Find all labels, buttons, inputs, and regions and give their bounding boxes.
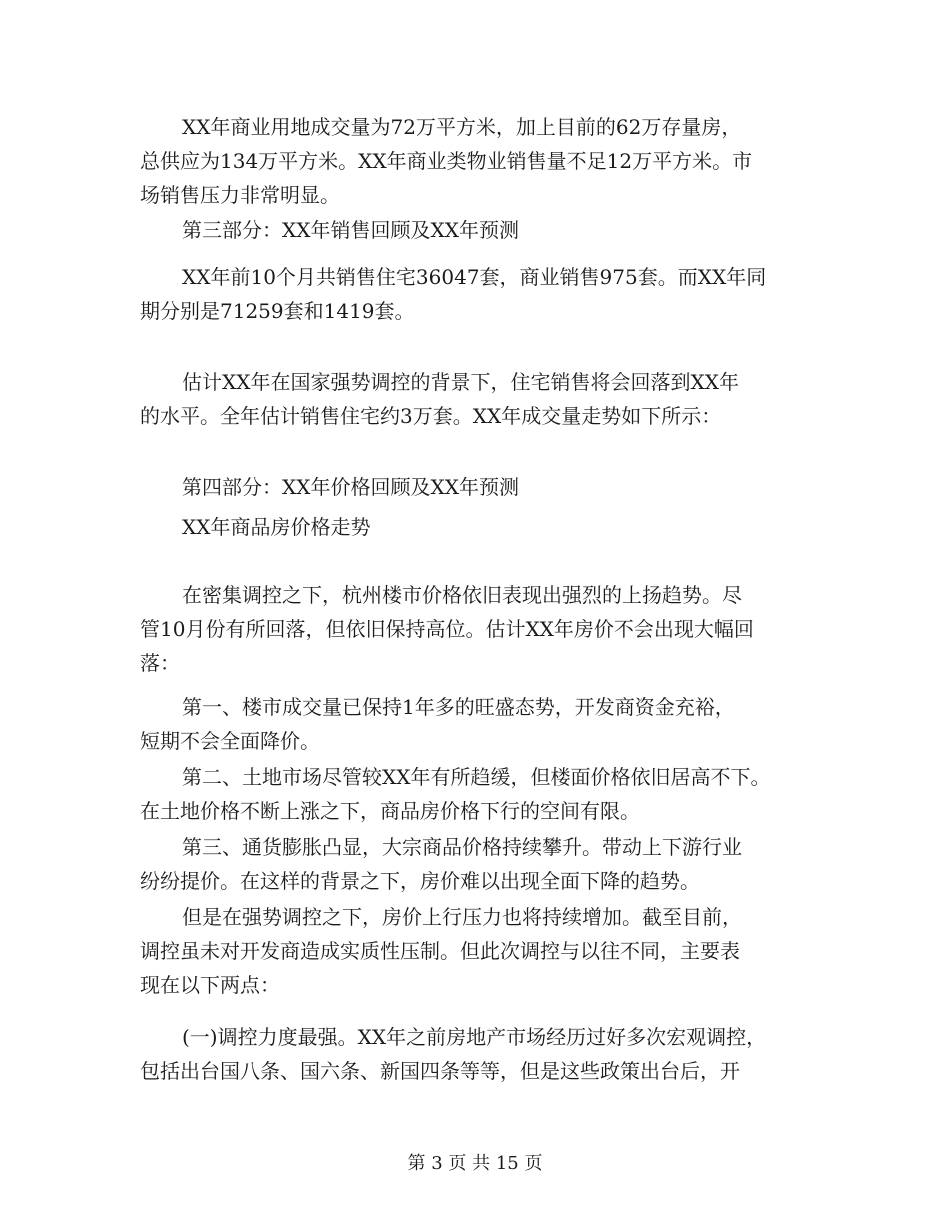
- paragraph-commercial-land: [140, 110, 820, 212]
- paragraph-point-two: [140, 760, 820, 828]
- paragraph-control-strength: [140, 1020, 820, 1088]
- text-line: 期分别是71259套和1419套。: [140, 299, 415, 323]
- section-heading: 第四部分：XX年价格回顾及XX年预测: [182, 475, 519, 499]
- text-line: 的水平。全年估计销售住宅约3万套。XX年成交量走势如下所示：: [140, 404, 722, 428]
- sub-heading: XX年商品房价格走势: [182, 515, 371, 539]
- text-line: XX年商业用地成交量为72万平方米，加上目前的62万存量房，: [182, 115, 742, 139]
- text-line: 管10月份有所回落，但依旧保持高位。估计XX年房价不会出现大幅回: [140, 617, 754, 641]
- text-line: 在密集调控之下，杭州楼市价格依旧表现出强烈的上扬趋势。尽: [182, 583, 742, 607]
- paragraph-price-trend: [140, 578, 820, 680]
- text-line: 在土地价格不断上涨之下，商品房价格下行的空间有限。: [140, 799, 640, 823]
- text-line: 落：: [140, 651, 180, 675]
- heading-part-three: [140, 213, 820, 247]
- paragraph-point-three: [140, 830, 820, 898]
- section-heading: 第三部分：XX年销售回顾及XX年预测: [182, 218, 519, 242]
- paragraph-pressure: [140, 900, 820, 1002]
- paragraph-sales-forecast: [140, 365, 820, 433]
- text-line: 调控虽未对开发商造成实质性压制。但此次调控与以往不同，主要表: [140, 939, 740, 963]
- heading-part-four: [140, 470, 820, 504]
- text-line: 估计XX年在国家强势调控的背景下，住宅销售将会回落到XX年: [182, 370, 739, 394]
- text-line: 第三、通货膨胀凸显，大宗商品价格持续攀升。带动上下游行业: [182, 835, 742, 859]
- paragraph-point-one: [140, 690, 820, 758]
- text-line: XX年前10个月共销售住宅36047套，商业销售975套。而XX年同: [182, 265, 767, 289]
- text-line: 场销售压力非常明显。: [140, 183, 340, 207]
- text-line: 总供应为134万平方米。XX年商业类物业销售量不足12万平方米。市: [140, 149, 753, 173]
- text-line: 包括出台国八条、国六条、新国四条等等，但是这些政策出台后，开: [140, 1059, 740, 1083]
- page-footer: 第 3 页 共 15 页: [407, 1153, 543, 1174]
- text-line: 第一、楼市成交量已保持1年多的旺盛态势，开发商资金充裕，: [182, 695, 735, 719]
- text-line: 但是在强势调控之下，房价上行压力也将持续增加。截至目前，: [182, 905, 742, 929]
- paragraph-sales-review: [140, 260, 820, 328]
- text-line: 第二、土地市场尽管较XX年有所趋缓，但楼面价格依旧居高不下。: [182, 765, 771, 789]
- text-line: 短期不会全面降价。: [140, 729, 320, 753]
- heading-price-trend: [140, 510, 820, 544]
- text-line: (一)调控力度最强。XX年之前房地产市场经历过好多次宏观调控，: [182, 1025, 767, 1049]
- text-line: 现在以下两点：: [140, 973, 280, 997]
- text-line: 纷纷提价。在这样的背景之下，房价难以出现全面下降的趋势。: [140, 869, 700, 893]
